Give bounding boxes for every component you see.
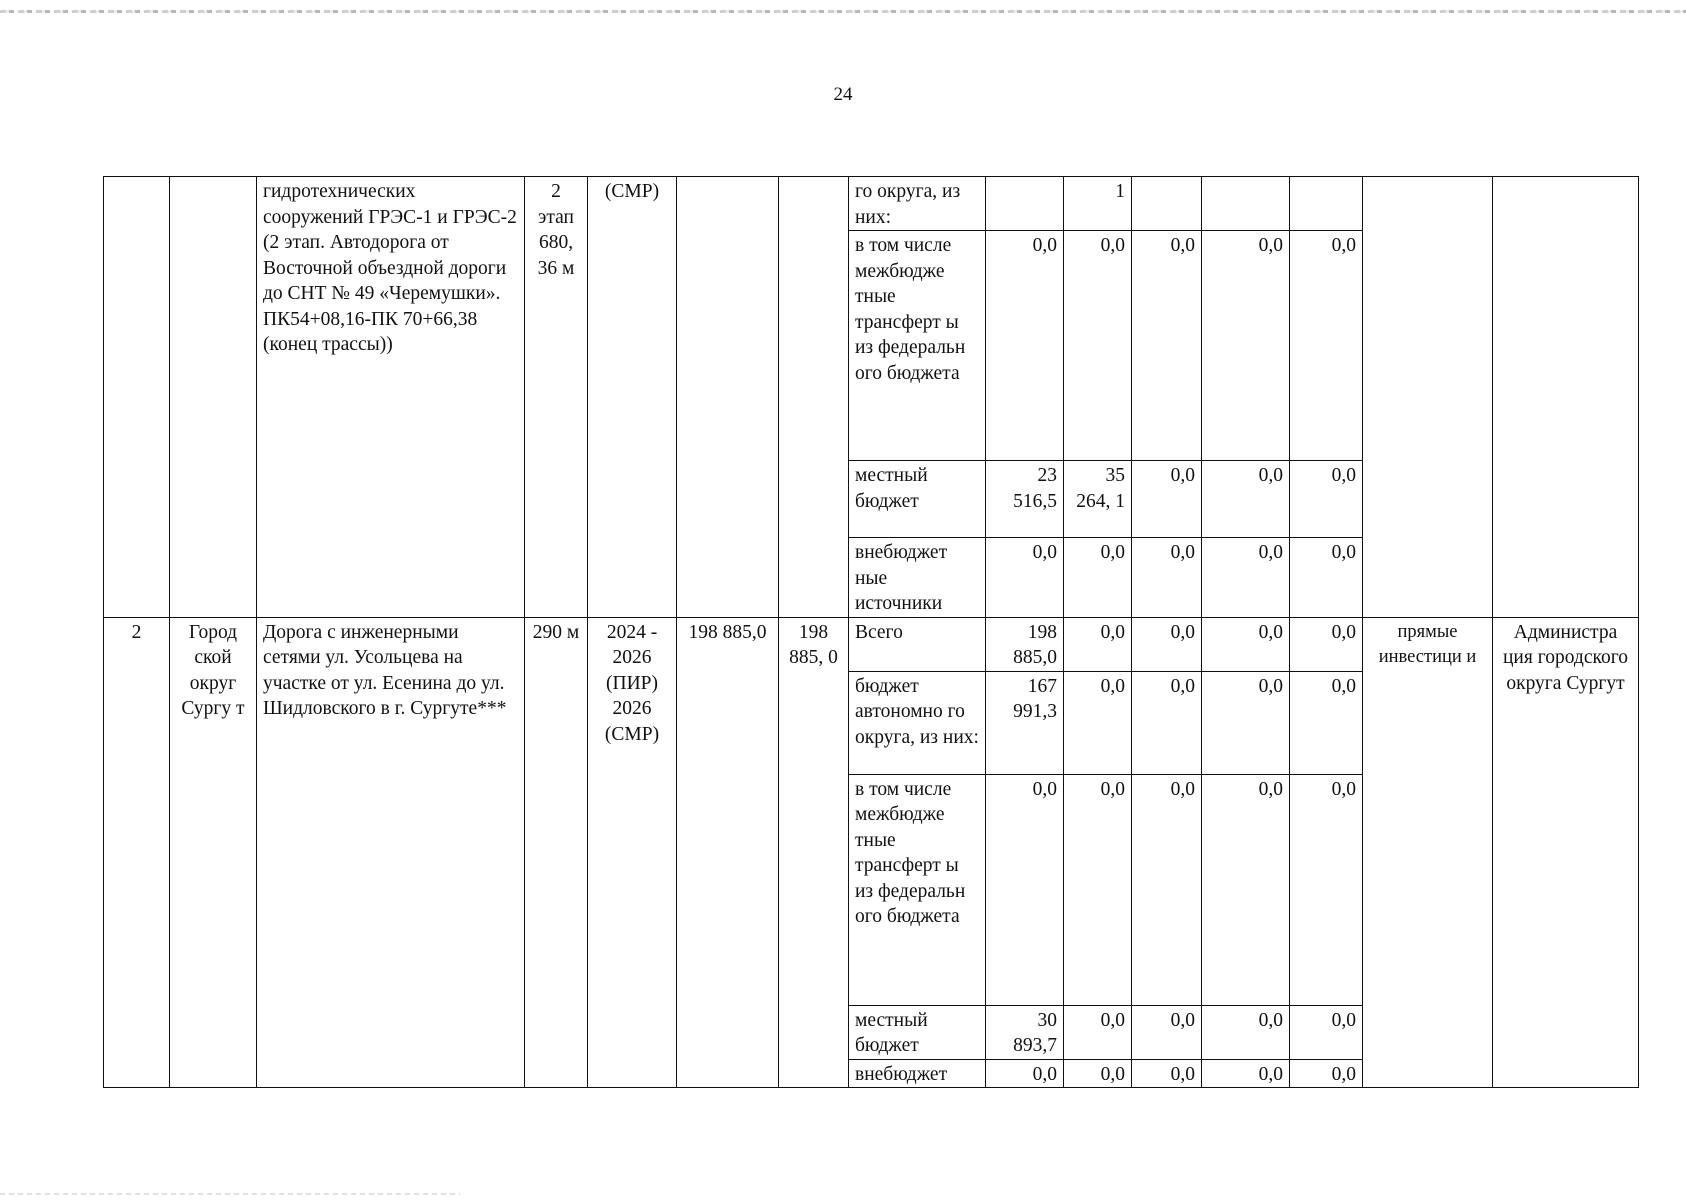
value-cell: 0,0	[1290, 461, 1363, 538]
value-cell: 0,0	[1290, 1059, 1363, 1088]
table-row	[104, 617, 1639, 671]
value-cell: 198 885,0	[986, 617, 1064, 671]
value-cell: 0,0	[1132, 774, 1202, 1005]
value-cell: 0,0	[1290, 774, 1363, 1005]
source-label: бюджет автономно го округа, из них:	[849, 671, 986, 774]
project-name-cell: гидротехнических сооружений ГРЭС-1 и ГРЭС-2 (2 этап. Автодорога от Восточной объездной дороги до СНТ № 49 «Черемушки». ПК54+08,16-ПК 70+66,38 (конец трассы))	[257, 177, 525, 618]
scan-edge-top	[0, 10, 1686, 13]
num-cell: 2	[104, 617, 170, 1088]
value-cell: 30 893,7	[986, 1005, 1064, 1059]
value-cell: 0,0	[1290, 538, 1363, 618]
value-cell	[986, 177, 1064, 231]
investment-form-cell: прямые инвестици и	[1363, 617, 1493, 1088]
value-cell: 35 264, 1	[1064, 461, 1132, 538]
page-number: 24	[833, 84, 853, 105]
source-label: в том числе межбюдже тные трансферт ы из федеральн ого бюджета	[849, 774, 986, 1005]
value-cell: 0,0	[1202, 774, 1290, 1005]
value-cell: 0,0	[1202, 671, 1290, 774]
value-cell	[1202, 177, 1290, 231]
value-cell: 0,0	[1132, 1005, 1202, 1059]
value-cell: 0,0	[1290, 1005, 1363, 1059]
value-cell: 0,0	[1202, 617, 1290, 671]
source-label: в том числе межбюдже тные трансферт ы из федеральн ого бюджета	[849, 231, 986, 461]
value-cell: 0,0	[1202, 231, 1290, 461]
value-cell: 0,0	[1064, 617, 1132, 671]
investment-form-cell	[1363, 177, 1493, 618]
value-cell: 167 991,3	[986, 671, 1064, 774]
capacity-cell: 2 этап 680, 36 м	[525, 177, 588, 618]
source-label: местный бюджет	[849, 461, 986, 538]
value-cell: 0,0	[1132, 617, 1202, 671]
value-cell	[1132, 177, 1202, 231]
value-cell: 0,0	[1064, 1005, 1132, 1059]
value-cell: 0,0	[1290, 231, 1363, 461]
value-cell: 0,0	[1064, 1059, 1132, 1088]
value-cell: 0,0	[1202, 1059, 1290, 1088]
capacity-cell: 290 м	[525, 617, 588, 1088]
num-cell	[104, 177, 170, 618]
remaining-cost-cell	[779, 177, 849, 618]
value-cell: 0,0	[1202, 1005, 1290, 1059]
value-cell: 0,0	[986, 538, 1064, 618]
value-cell: 0,0	[1132, 671, 1202, 774]
budget-table	[103, 176, 1639, 1088]
source-label: внебюджет	[849, 1059, 986, 1088]
source-label: Всего	[849, 617, 986, 671]
value-cell: 0,0	[1290, 617, 1363, 671]
municipality-cell: Город ской округ Сургу т	[170, 617, 257, 1088]
scan-edge-bottom	[0, 1193, 460, 1195]
value-cell: 0,0	[1064, 671, 1132, 774]
value-cell: 0,0	[1132, 538, 1202, 618]
value-cell: 0,0	[1202, 538, 1290, 618]
value-cell: 0,0	[986, 774, 1064, 1005]
estimated-cost-cell	[677, 177, 779, 618]
responsible-cell: Администра ция городского округа Сургут	[1493, 617, 1639, 1088]
value-cell: 0,0	[1064, 538, 1132, 618]
value-cell: 1	[1064, 177, 1132, 231]
remaining-cost-cell: 198 885, 0	[779, 617, 849, 1088]
value-cell: 0,0	[1290, 671, 1363, 774]
table-row	[104, 177, 1639, 231]
value-cell: 0,0	[1202, 461, 1290, 538]
value-cell: 0,0	[1064, 774, 1132, 1005]
source-label: внебюджет ные источники	[849, 538, 986, 618]
source-label: местный бюджет	[849, 1005, 986, 1059]
value-cell: 0,0	[1132, 461, 1202, 538]
value-cell: 0,0	[1132, 1059, 1202, 1088]
estimated-cost-cell: 198 885,0	[677, 617, 779, 1088]
value-cell: 23 516,5	[986, 461, 1064, 538]
period-cell: 2024 - 2026 (ПИР) 2026 (СМР)	[588, 617, 677, 1088]
value-cell: 0,0	[986, 1059, 1064, 1088]
source-label: го округа, из них:	[849, 177, 986, 231]
value-cell: 0,0	[1132, 231, 1202, 461]
value-cell: 0,0	[1064, 231, 1132, 461]
value-cell	[1290, 177, 1363, 231]
municipality-cell	[170, 177, 257, 618]
project-name-cell: Дорога с инженерными сетями ул. Усольцева на участке от ул. Есенина до ул. Шидловского в г. Сургуте***	[257, 617, 525, 1088]
responsible-cell	[1493, 177, 1639, 618]
period-cell: (СМР)	[588, 177, 677, 618]
value-cell: 0,0	[986, 231, 1064, 461]
